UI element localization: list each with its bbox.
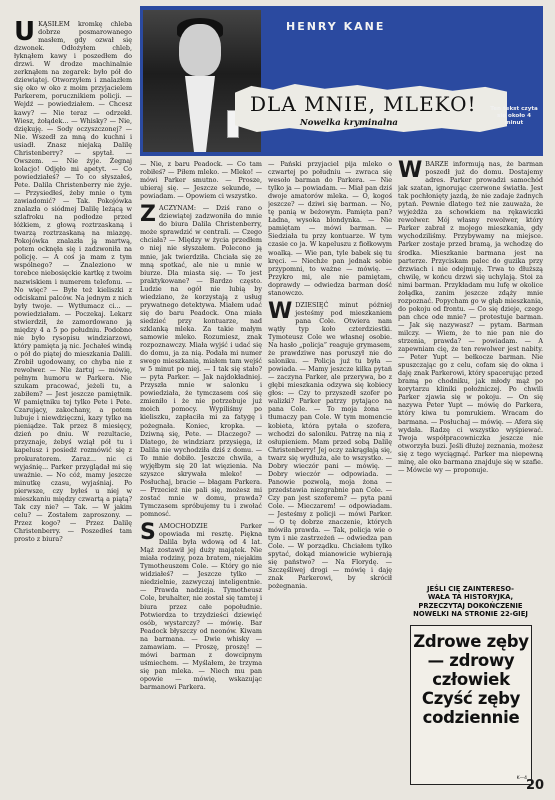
column-text: AMOCHODZIE Parker opowiada mi resztę. Piękna Dalila była wdową od 4 lat. Mąż zostawił jej duży majątek. Nie miała rodziny, poza bratem, niejakim Tymotheuszem Cole. — Który go nie widziałeś? — Jeszcze tylko — niedzielnie, zazwyczaj inteligentnie. — Prawda nadzieja. Tymotheusz Cole, bruhalter, nie został się tamtej i biura przez całe popołudnie. Potwierdza to trzydzieści dziewięć osób, wystarczy? — mówię. Bar Peadock błyszczy od neonów. Kiwam na barmana. — Dwie whisky — zamawiam. — Proszę, proszę! — mówi barman z dowcipnym uśmiechem. — Myślałem, że trzyma się pan mleka. — Niech mu pan opowie — mówię, wskazując barmanowi Parkera.: [140, 522, 262, 691]
notice-line: NOWELKI NA STRONIE 22-GIEJ: [413, 610, 528, 619]
photo-face: [179, 24, 221, 76]
column-1: [14, 20, 132, 790]
column-text: KĄSIŁEM kromkę chleba dobrze posmarowanego masłem, gdy ozwał się dzwonek. Odłożyłem chleb, łyknąłem kawy i poszedłem do drzwi. W drodze machinalnie zerknąłem na zegarek: było pół do dziewiątej. Otworzyłem i znalazłem się oko w oko z moim przyjacielem Parkerem, porucznikiem policji. — Wejdź — powiedziałem. — Chcesz kawy? — Nie teraz — odrzekł. Wiesz, żołądek... — Whisky? — Nie, dziękuję. — Sody oczyszczonej? — Nie. Wszedł za mną do kuchni i usiadł. Znasz niejaką Dalilę Christenberry? — spytał. — Owszem. — Nie żyje. Żegnaj kolacjo! Odjęło mi apetyt. — Co powiedziałeś? — To co słyszałeś, Pete. Dalila Christenberry nie żyje. — Przysiedłeś, żeby mnie o tym zawiadomić? — Tak. Pokojówka znalazła o siódmej Dalilę leżącą w szlafroku na podłodze przed łóżkiem, z głową roztrzaskaną i twarzą roztrzaskaną na miazgę. Pokojówka znalazła ją martwą, potem ocknęła się i zadzwoniła na policję. — A coś ja mam z tym wspólnego? — Znaleziono w torebce niebosięckie kartkę z twoim nazwiskiem i numerem telefonu. — No więc? — Byłe też kieliszki z odciskami palców. Na jednym z nich były twoje. — Wytłumacz ci... — powiedziałam. — Poczekaj. Lekarz stwierdził, że zamordowano ją między 4 a 5 po południu. Podobno nie było rysopisu windziarzowi, który pamięta ją nic. Jechałeś windą o pół do piątej do mieszkania Dalili. Zrobił ugodowany, co chyba nie z rewolwer. — Nie żartuj — mówię, pełnym humoru w Parkera. Nie szukam pracować, jeżeli tu, a zabiłem? — Jest jeszcze pamiętnik. W pamiętniku tej tylko Pete i Pete. Czarujący, zakochany, a potem lubuje i niewdzięczni, kazy tylko na pieniądze. Tak przez 8 miesięcy, dzień po dniu. W rezultacie, przyznaje, żebyś wziął pół tu i kapelusz i posiedź rozmówić się z prokuratorem. Zaraz... nic ci wyjaśnię... Parker przyglądał mi się uważnie. — No cóż, mamy jeszcze minutkę czasu, wyjaśniaj. Po pierwsze, czy byłeś u niej w mieszkaniu między czwartą a piątą? Tak czy nie? — Tak. — W jakim celu? — Zostałem zaproszony. — Przez kogo? — Przez Dalilę Christenberry. — Poszedłeś tam prosto z biura?: [14, 20, 132, 543]
column-4: [398, 160, 543, 590]
reading-time-note: Ten tekst czyta się około 4 minut: [490, 106, 538, 126]
continuation-notice: [398, 585, 543, 619]
ad-line: — zdrowy: [427, 651, 515, 670]
column-3: [268, 160, 392, 790]
dental-ad: [410, 625, 532, 785]
author-name: HENRY KANE: [286, 20, 386, 33]
story-subtitle: Nowelka kryminalna: [300, 118, 398, 128]
photo-shirt: [185, 76, 215, 152]
ad-line: człowiek: [432, 670, 510, 689]
drop-cap: S: [140, 520, 156, 546]
column-text: BARZE informują nas, że barman poszedł już do domu. Dostajemy adres. Parker prowadzi samochód jak szatan, ignorując czerwone światła. Jest tak pochłonięty jazdą, że nie zadaje żadnych pytań. Pewnie dlatego też nie zauważa, że wyjeżdża za schowkiem na rękawiczki rewolwer. Mój własny rewolwer, który Parker zabrał z mojego mieszkania, gdy wychodziliśmy. Przybywamy na miejsce. Parker zostaje przed bramą, ja wchodzę do środka. Mieszkanie barmana jest na parterze. Przyciskam palec do guzika przy drzwiach i nie odejmuję. Trwa to dłuższą chwilę, w końcu drzwi się uchylają. Stoi za nimi barman. Przykładam mu lufę w okolice żołądka, zanim jeszcze zdąży mnie rozpoznać. Popycham go w głąb mieszkania, do pokoju od frontu. — Co się dzieje, czego pan chce ode mnie? — protestuje barman. — Jak się nazywasz? — pytam. Barman milczy. — Wiem, że to nie pan nie do strzenia, prawda? — powiadam. — A zapewniam cię, że ten rewolwer jest nabity. — Peter Yupt — bełkocze barman. Nie spuszczając go z celu, cofam się do okna i daję znak Parkerowi, który spacerując przed bramą po chodniku, jak młody mąż po korytarzu kliniki położniczej. Po chwili Parker zjawia się w pokoju. — On się nazywa Peter Yupt — mówię do Parkera, który kiwa tu pomrukiem. Wracam do barmana. — Posłuchaj — mówię. — Afera się wydała. Radzę ci wszystko wyśpiewać. Twoja współpracowniczka jeszcze nie otworzyła buzi. Jeśli dłużej zeznania, możesz się z tego wyciągnąć. Parker ma niepewną minę, ale oko barmana znajduje się w szafie. — Mówcie wy — proponuje.: [398, 160, 543, 474]
drop-cap: W: [268, 298, 293, 324]
drop-cap: Z: [140, 202, 156, 228]
column-text: — Pański przyjaciel pija mleko o czwartej po południu — zwraca się wesoło barman do Parkera. — Nie tylko ja — powiadam. — Miał pan dziś dwoje amatorów mleka. — O, kogoś jeszcze? — dziwi się barman. — No, tę panią w beżowym. Pamięta pan? Ładna, wysoka blondynka. — Nie pamiętam — mówi barman. — Siedziała tu przy kontuarze. W tym czasie co ja. W kapeluszu z fiołkowym woalką. — Wie pan, tyle babek się tu kręci. — Niechże pan jednak sobie przypomni, to ważne — mówię. — Przykro mi, ale nie pamiętam, doprawdy — odwiedza barman dość stanowczo.: [268, 160, 392, 297]
drop-cap: U: [14, 20, 36, 47]
ad-code: K—4: [516, 776, 527, 781]
ad-line: Zdrowe zęby: [413, 632, 529, 651]
column-text: — Nie, z baru Peadock. — Co tam robiłeś? — Piłem mleko. — Mleko! — mówi Parker smutno. — Prosze, ubieraj się. — Jeszcze sekunde, — powiadam. — Opowiem ci wszystko.: [140, 160, 262, 201]
column-text: DZIESIĘĆ minut później jesteśmy pod mieszkaniem pana Cole. Otwiera nam wątły typ koło czterdziestki. Tymoteusz Cole we własnej osobie. Na hasło „policja” reaguje grymasem, że prawdziwe nas poruszył nie do saloniku. — Policja już tu była — powiada. — Mamy jeszcze kilka pytań — zaczyna Parker, ale przerywa, bo z głębi mieszkania odzywa się kobiecy głos: — Czy to przyszedł szofer po walizki? Parker patrzy pytająco na pana Cole. — To moja żona — tłumaczy pan Cole. W tym momencie kobieta, która pytała o szofera, wchodzi do saloniku. Patrzę na nią z osłupieniem. Mam przed sobą Dalilę Christenberry! Jej oczy zakrągłają się, twarz się wydłuża, ale to wszystko. — Dobry wieczór pani — mówię. — Dobry wieczór — odpowiada. — Panowie pozwolą, moja żona — przedstawia niezgrabnie pan Cole. — Czy pan jest szoferem? — pyta pani Cole. — Mieczarem! — odpowiadam. — Jesteśmy z policji — mówi Parker. — O tę dobrze znaczenie, których mówiła prawda. — Tak, policja wie o tym i nie zastrzeżeń — odwiedza pan Cole. — W porządku. Chciałem tylko spytać, dokąd mianowicie wybierają się państwo? — Na Florydę. — Szczęśliwej drogi — mówię i daję znak Parkerowi, by skrócił pożegnania.: [268, 300, 392, 591]
notice-line: WAŁA TA HISTORYJKA,: [427, 593, 514, 602]
column-text: ACZYNAM: — Dziś rano o dziewiątej zadzwoniła do mnie do biura Dalila Christenberry, może sprawdzić w centrali. — Czego chciała? — Między w życia przedłem o niej nie słyszałem. Polecono ją mnie, jak twierdziła. Chciała się ze mną spotkać, ale nie u mnie w biurze. Dla miasta się. — To jest praktykowane? — Bardzo często. Ludzie na ogół nie lubią by wiedziano, że korzystają z usług prywatnego detektywa. Miałem udać się do baru Peadock. Ona miała siedzieć przy kontuarze, nad szklanką mleka. Za takie małym samowie mleko. Rozumiesz, znak rozpoznawczy. Miała wyjść i udać się do domu, ja za nią. Podała mi numer swego mieszkania, miałem tam wejść w 5 minut po niej. — I tak się stało? — pyta Parker. — Jak najdokładniej. Przyszła mnie w salonku i powiedziała, że tymczasem coś się zmieniło i że nie potrzebuje już moich pomocy. Wypiliśmy po kieliszku, zapłaciła mi za fatygę i pożegnała. Koniec, kropka. — Dziwną się, Pete. — Dlaczego? — Dlatego, że windziarz przysięga, iż Dalila nie wychodziła dziś z domu. — To mnie dobiło. Jeszcze chwila, a wyjęłbym się 20 lat więzienia. Na szyszce skrywała mleko! — Posłuchaj, bracie — błagam Parkera. — Przecież nie pali się, możesz mi zostać mnie w domu, prawda? Tymczasem spróbujemy tu i zwołać pomnosć.: [140, 204, 262, 519]
drop-cap: W: [398, 160, 423, 183]
ad-line: codziennie: [422, 708, 520, 727]
page-number: 20: [526, 778, 545, 793]
notice-line: JEŚLI CIĘ ZAINTERESO-: [426, 585, 514, 593]
story-title: DLA MNIE, MLEKO!: [250, 92, 477, 116]
notice-line: PRZECZYTAJ DOKOŃCZENIE: [418, 601, 523, 610]
ad-line: Czyść zęby: [421, 689, 521, 708]
author-photo: [143, 10, 261, 152]
column-2: [140, 160, 262, 790]
